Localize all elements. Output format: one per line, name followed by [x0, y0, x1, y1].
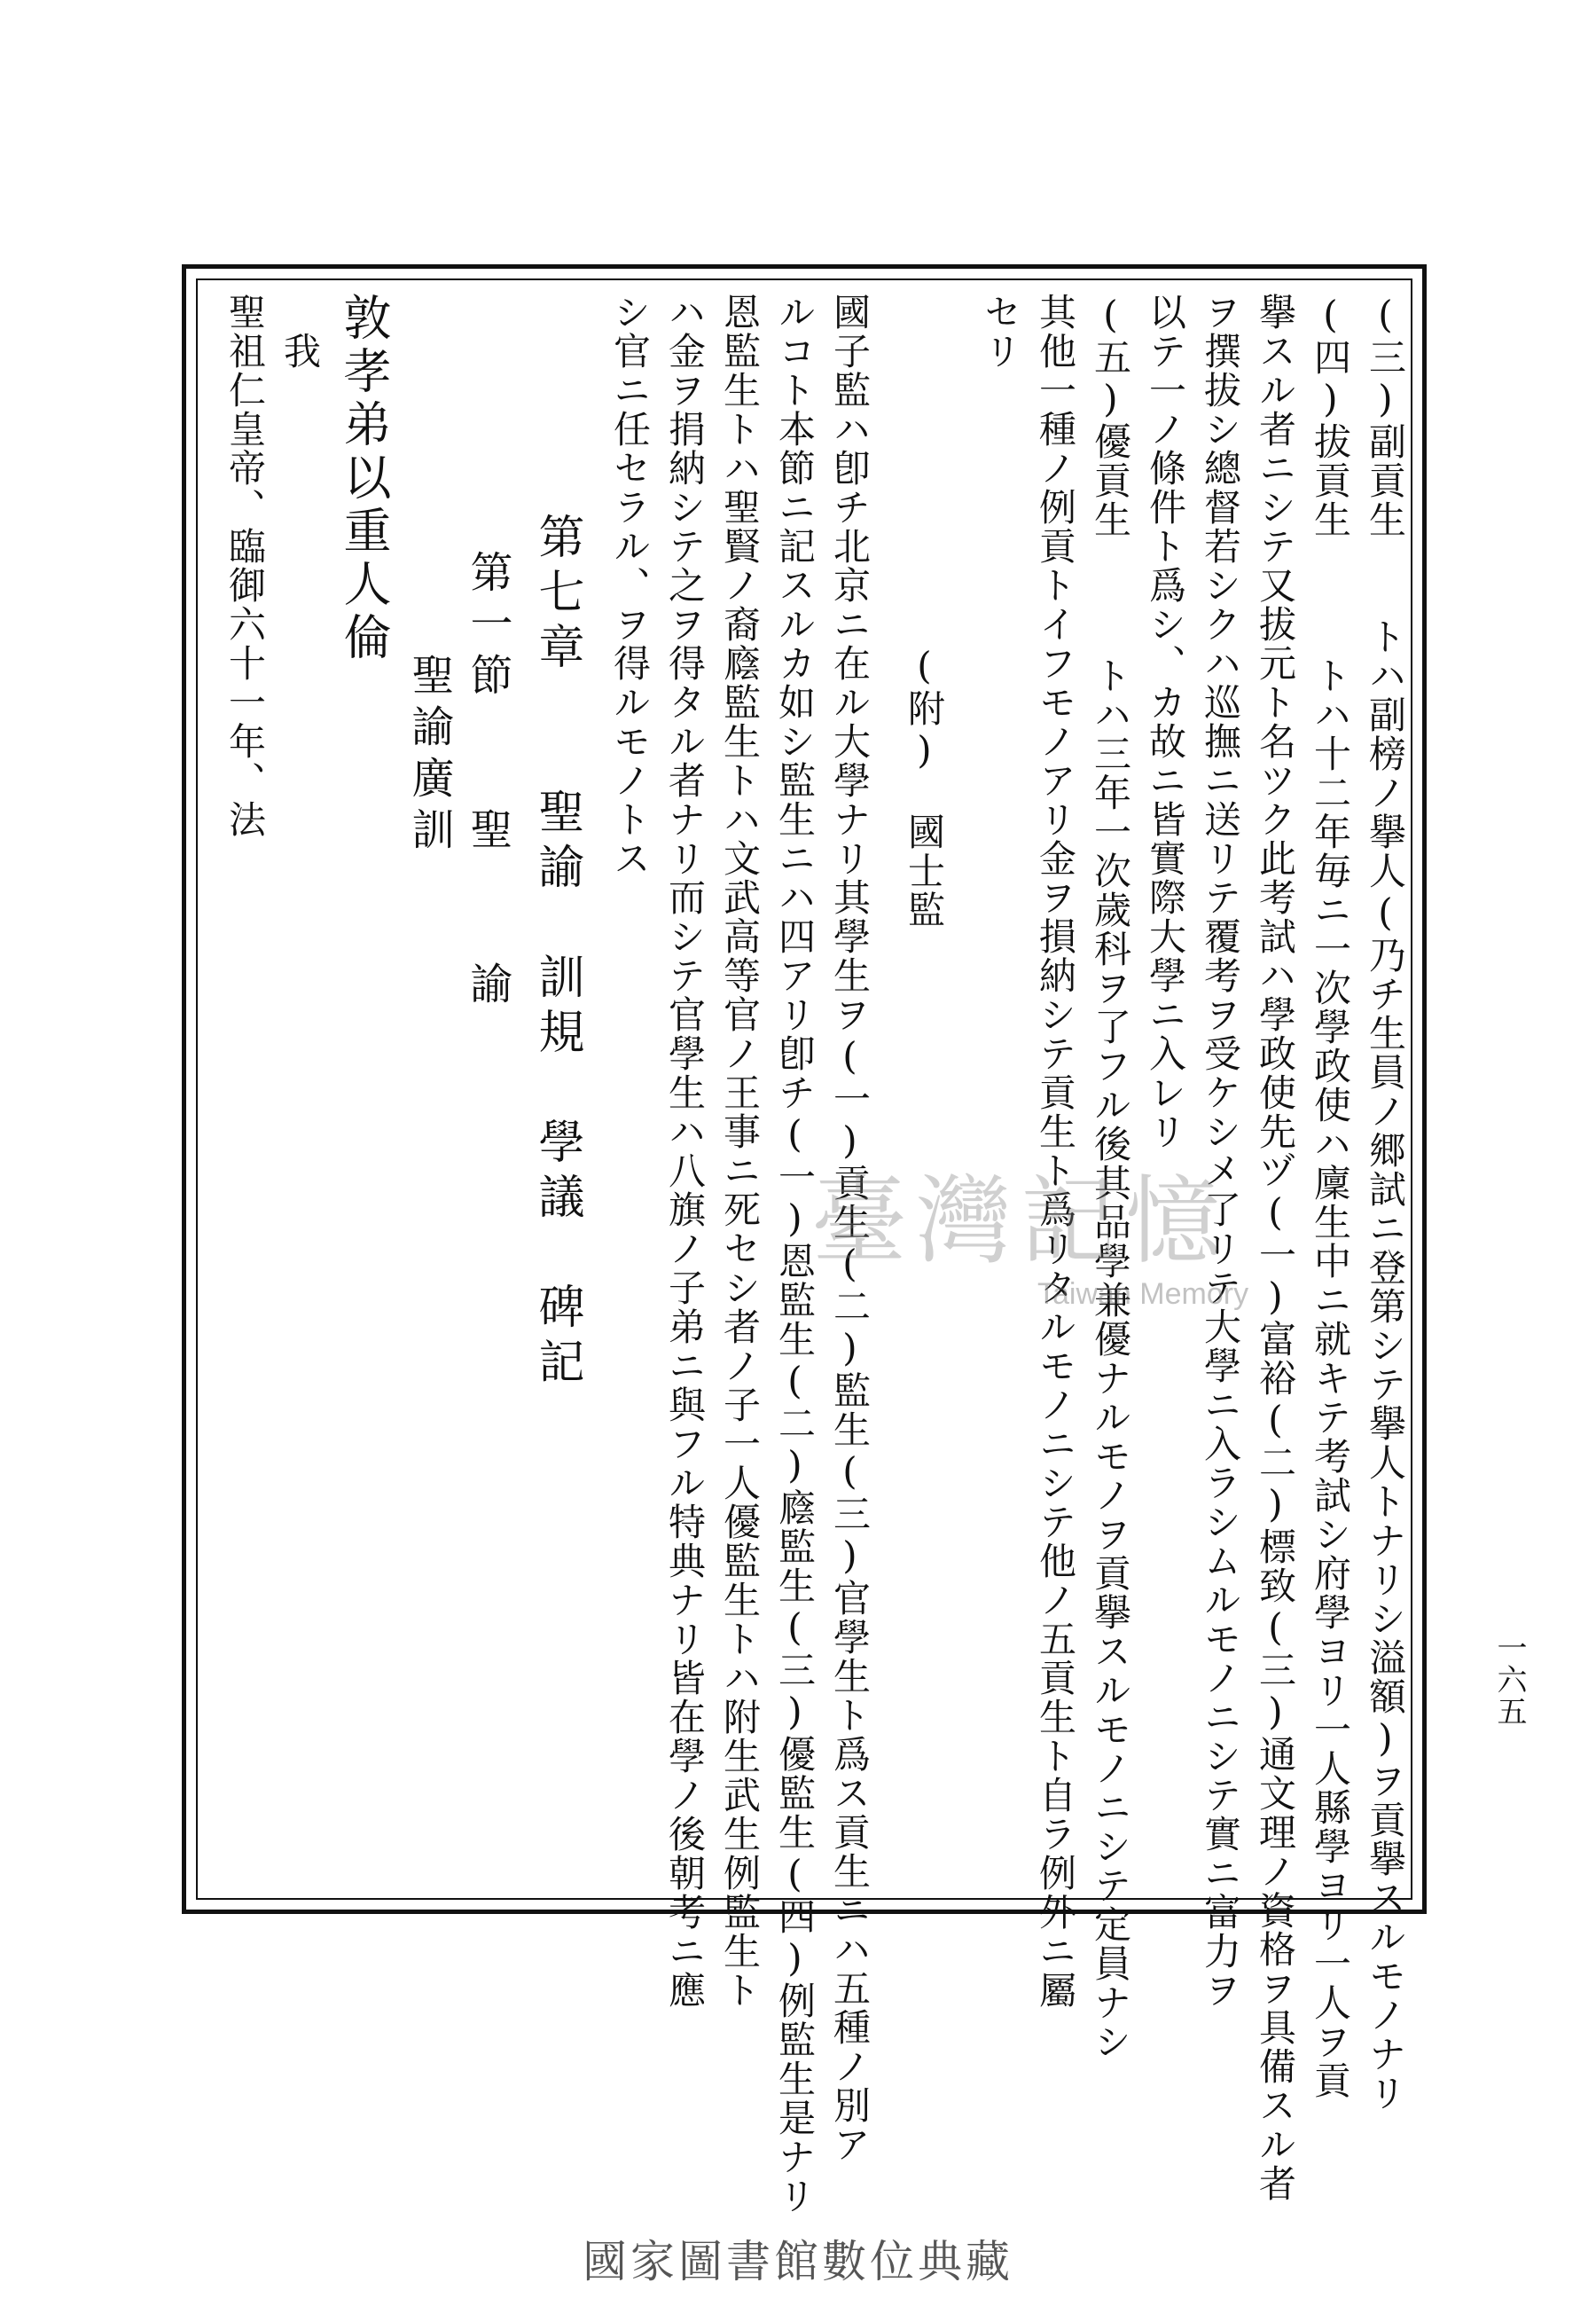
- watermark-logo: 臺灣記憶: [811, 1166, 1231, 1277]
- text-column: (四)拔貢生 トハ十二年毎ニ一次學政使ハ廩生中ニ就キテ考試シ府學ヨリ一人縣學ヨリ一人ヲ貢: [1309, 293, 1352, 2100]
- text-column: シ官ニ任セラル、ヲ得ルモノトス: [608, 293, 652, 878]
- text-column: 擧スル者ニシテ又拔元ト名ツク此考試ハ學政使先ヅ(一)富裕(二)標致(三)通文理ノ資格ヲ具備スル者: [1254, 293, 1297, 2203]
- text-column: ルコト本節ニ記スルカ如シ監生ニハ四アリ卽チ(一)恩監生(二)廕監生(三)優監生(四)例監生是ナリ: [773, 293, 817, 2216]
- maxim-heading: 敦孝弟以重人倫: [336, 293, 392, 665]
- text-column: ハ金ヲ捐納シテ之ヲ得タル者ナリ而シテ官學生ハ八旗ノ子弟ニ與フル特典ナリ皆在學ノ後朝考ニ應: [663, 293, 707, 2010]
- text-column: (五)優貢生 トハ三年一次歲科ヲ了フル後其品學兼優ナルモノヲ貢擧スルモノニシテ定員ナシ: [1089, 293, 1132, 2061]
- text-column: 國子監ハ卽チ北京ニ在ル大學ナリ其學生ヲ(一)貢生(二)監生(三)官學生ト爲ス貢生ニハ五種ノ別ア: [828, 293, 872, 2164]
- text-column: 恩監生トハ聖賢ノ裔廕監生トハ文武高等官ノ王事ニ死セシ者ノ子一人優監生トハ附生武生例監生ト: [718, 293, 762, 2010]
- text-block: [222, 293, 1410, 2216]
- text-column: 以テ一ノ條件ト爲シ、カ故ニ皆實際大學ニ入レリ: [1144, 293, 1187, 1151]
- watermark-subtitle: Taiwan Memory: [1037, 1277, 1249, 1311]
- page-number: 一六五: [1491, 1632, 1527, 1728]
- text-column: 我: [278, 293, 322, 371]
- footer-caption: 國家圖書館數位典藏: [583, 2236, 1013, 2287]
- text-column: 其他一種ノ例貢トイフモノアリ金ヲ損納シテ貢生ト爲リタルモノニシテ他ノ五貢生ト自ラ例外ニ屬: [1034, 293, 1077, 2010]
- text-column: (三)副貢生 トハ副榜ノ擧人(乃チ生員ノ郷試ニ登第シテ擧人トナリシ溢額)ヲ貢擧スルモノナリ: [1364, 293, 1407, 2113]
- appendix-heading: (附) 國士監: [903, 293, 946, 929]
- subsection-heading: 聖諭廣訓: [404, 293, 454, 859]
- text-column: 聖祖仁皇帝、臨御六十一年、法: [223, 293, 267, 839]
- text-column: ヲ撰拔シ總督若シクハ巡撫ニ送リテ覆考ヲ受ケシメ了リテ大學ニ入ラシムルモノニシテ實ニ富力ヲ: [1199, 293, 1242, 2010]
- chapter-heading: 第七章 聖諭 訓規 學議 碑記: [530, 293, 583, 1392]
- section-heading: 第一節 聖 諭: [463, 293, 512, 1013]
- text-column: セリ: [979, 293, 1022, 371]
